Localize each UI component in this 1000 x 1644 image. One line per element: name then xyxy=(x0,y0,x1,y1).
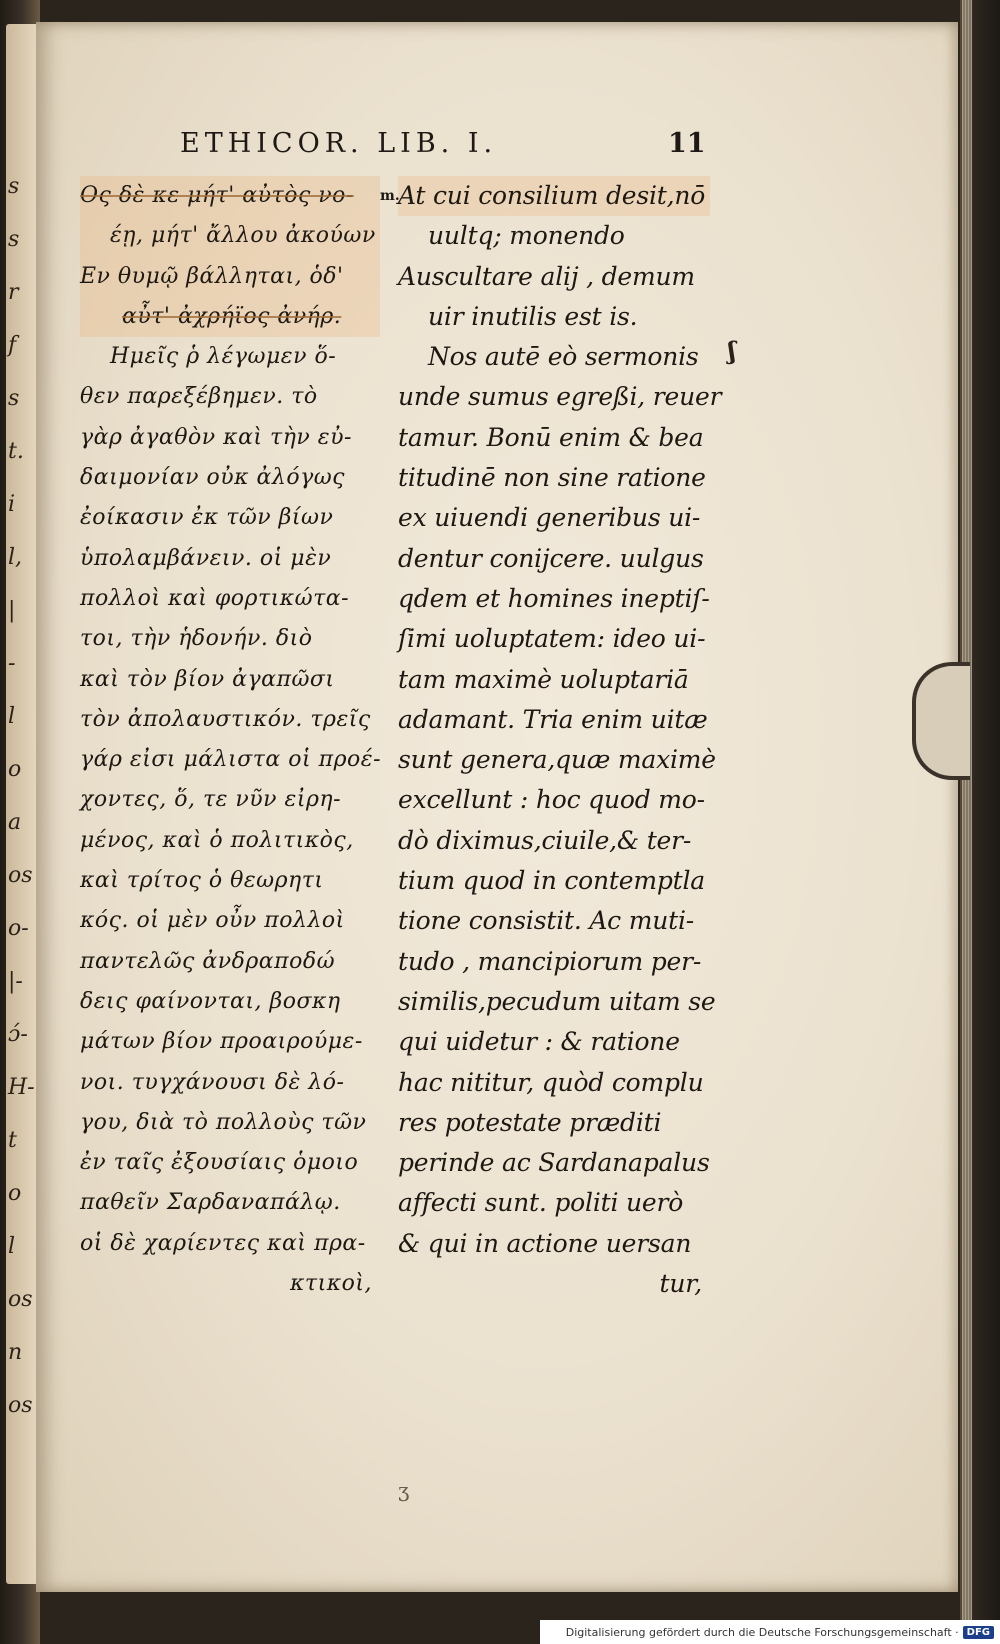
latin-text-line: affecti sunt. politi uerò xyxy=(398,1188,684,1218)
facing-page-fragment: s xyxy=(8,386,20,411)
greek-text-line: πολλοὶ καὶ φορτικώτα- xyxy=(80,585,350,611)
greek-text-line: καὶ τὸν βίον ἀγαπῶσι xyxy=(80,666,335,692)
facing-page-fragment: | xyxy=(8,598,16,623)
greek-text-line: παντελῶς ἀνδραποδώ xyxy=(80,948,336,974)
latin-text-line: qdem et homines ineptiſ- xyxy=(398,583,710,613)
latin-text-line: tur, xyxy=(659,1269,702,1299)
latin-text-line: similis,pecudum uitam se xyxy=(398,986,716,1016)
latin-text-line: tam maximè uoluptariā xyxy=(398,664,689,694)
greek-text-line: παθεῖν Σαρδαναπάλῳ. xyxy=(80,1190,341,1216)
greek-text-line: έῃ, μήτ' ἄλλου ἀκούων xyxy=(80,216,380,256)
running-head: ETHICOR. LIB. I. xyxy=(180,128,498,159)
facing-page-fragment: r xyxy=(8,280,19,305)
latin-text-line: excellunt : hoc quod mo- xyxy=(398,785,705,815)
greek-text-line: οἱ δὲ χαρίεντες καὶ πρα- xyxy=(80,1230,366,1256)
latin-text-line: dentur conijcere. uulgus xyxy=(398,543,704,573)
greek-text-line: νοι. τυγχάνουσι δὲ λό- xyxy=(80,1069,345,1095)
facing-page-fragment: i xyxy=(8,492,16,517)
latin-text-line: perinde ac Sardanapalus xyxy=(398,1148,710,1178)
greek-text-line: κός. οἱ μὲν οὖν πολλοὶ xyxy=(80,908,345,934)
greek-text-line: μένος, καὶ ὁ πολιτικὸς, xyxy=(80,827,354,853)
facing-page-fragment: t xyxy=(8,1128,17,1153)
credit-text: Digitalisierung gefördert durch die Deutsche Forschungsgemeinschaft · xyxy=(565,1625,959,1639)
latin-text-line: ex uiuendi generibus ui- xyxy=(398,503,701,533)
latin-text-line: titudinē non sine ratione xyxy=(398,463,706,493)
latin-text-line: Auscultare alij , demum xyxy=(398,261,695,291)
facing-page-fragment: os xyxy=(8,1287,33,1312)
latin-text-line: uir inutilis est is. xyxy=(428,301,638,331)
facing-page-fragment: a xyxy=(8,810,22,835)
latin-text-line: tium quod in contemptla xyxy=(398,866,705,896)
facing-page-fragment: os xyxy=(8,1393,33,1418)
facing-page-fragment: l xyxy=(8,1234,16,1259)
book-binding-right xyxy=(960,0,1000,1644)
facing-page-fragment: |- xyxy=(8,969,23,994)
latin-text-line: qui uidetur : & ratione xyxy=(398,1027,680,1057)
latin-text-line: dò diximus,ciuile,& ter- xyxy=(398,825,692,855)
greek-text-line: μάτων βίον προαιρούμε- xyxy=(80,1029,363,1055)
latin-text-line: & qui in actione uersan xyxy=(398,1228,692,1258)
latin-text-line: unde sumus egreßi, reuer xyxy=(398,382,722,412)
marginal-note: m. xyxy=(380,188,400,204)
greek-text-line: γου, διὰ τὸ πολλοὺς τῶν xyxy=(80,1109,367,1135)
greek-text-line: καὶ τρίτος ὁ θεωρητι xyxy=(80,868,324,894)
greek-text-column xyxy=(80,176,380,1304)
latin-text-line: tudo , mancipiorum per- xyxy=(398,946,702,976)
facing-page-fragment: l xyxy=(8,704,16,729)
facing-page-fragment: o xyxy=(8,757,22,782)
latin-text-line: uultq; monendo xyxy=(428,221,625,251)
greek-text-line: Ος δὲ κε μήτ' αὐτὸς νο- xyxy=(80,176,380,216)
greek-text-line: τὸν ἀπολαυστικόν. τρεῖς xyxy=(80,706,371,732)
greek-text-line: ὑπολαμβάνειν. οἱ μὲν xyxy=(80,545,332,571)
latin-text-line: tione consistit. Ac muti- xyxy=(398,906,695,936)
facing-page-fragment: o- xyxy=(8,916,29,941)
facing-page-fragment: s xyxy=(8,227,20,252)
greek-text-line: αὖτ' ἀχρήϊος ἀνήρ. xyxy=(80,297,380,337)
greek-text-line: Εν θυμῷ βάλληται, ὁδ' xyxy=(80,257,380,297)
facing-page-fragment: l, xyxy=(8,545,23,570)
greek-text-line: χοντες, ὅ, τε νῦν εἰρη- xyxy=(80,787,342,813)
latin-text-column xyxy=(398,176,722,1304)
latin-text-line: sunt genera,quæ maximè xyxy=(398,745,716,775)
facing-page-fragment: ɔ́- xyxy=(8,1022,28,1047)
marginal-mark: ʃ xyxy=(728,336,736,365)
facing-page-fragment: - xyxy=(8,651,16,676)
latin-text-line: ſimi uoluptatem: ideo ui- xyxy=(398,624,706,654)
greek-text-line: γάρ εἰσι μάλιστα οἱ προέ- xyxy=(80,747,382,773)
facing-page-fragment: n xyxy=(8,1340,23,1365)
facing-page-fragment: os xyxy=(8,863,33,888)
facing-page-fragment: f xyxy=(8,333,17,358)
latin-text-line: tamur. Bonū enim & bea xyxy=(398,422,704,452)
fore-edge xyxy=(962,0,972,1644)
facing-page-fragment: o xyxy=(8,1181,22,1206)
bottom-ornament: ʒ xyxy=(398,1478,410,1502)
digitization-credit xyxy=(540,1620,1000,1644)
latin-text-line: res potestate præditi xyxy=(398,1107,662,1137)
latin-text-line: At cui consilium desit,nō xyxy=(398,176,710,216)
facing-page-sliver xyxy=(6,24,36,1584)
greek-text-line: δαιμονίαν οὐκ ἀλόγως xyxy=(80,465,345,491)
greek-text-line: τοι, τὴν ἡδονήν. διὸ xyxy=(80,626,313,652)
greek-text-line: Ημεῖς ῥ λέγωμεν ὅ- xyxy=(110,344,337,370)
facing-page-fragment: H- xyxy=(8,1075,35,1100)
bookmark-tab xyxy=(912,662,970,780)
facing-page-fragment: t. xyxy=(8,439,24,464)
latin-text-line: hac nititur, quòd complu xyxy=(398,1067,704,1097)
page-number: 11 xyxy=(668,128,706,159)
latin-text-line: adamant. Tria enim uitæ xyxy=(398,704,708,734)
greek-text-line: ἐν ταῖς ἐξουσίαις ὁμοιο xyxy=(80,1150,359,1176)
greek-text-line: ἐοίκασιν ἐκ τῶν βίων xyxy=(80,505,334,531)
greek-text-line: κτικοὶ, xyxy=(289,1271,372,1297)
dfg-logo[interactable]: DFG xyxy=(963,1626,994,1639)
greek-text-line: θεν παρεξέβημεν. τὸ xyxy=(80,384,318,410)
greek-text-line: γὰρ ἀγαθὸν καὶ τὴν εὐ- xyxy=(80,424,352,450)
latin-text-line: Nos autē eò sermonis xyxy=(428,342,699,372)
facing-page-fragment: s xyxy=(8,174,20,199)
greek-text-line: δεις φαίνονται, βοσκη xyxy=(80,988,341,1014)
